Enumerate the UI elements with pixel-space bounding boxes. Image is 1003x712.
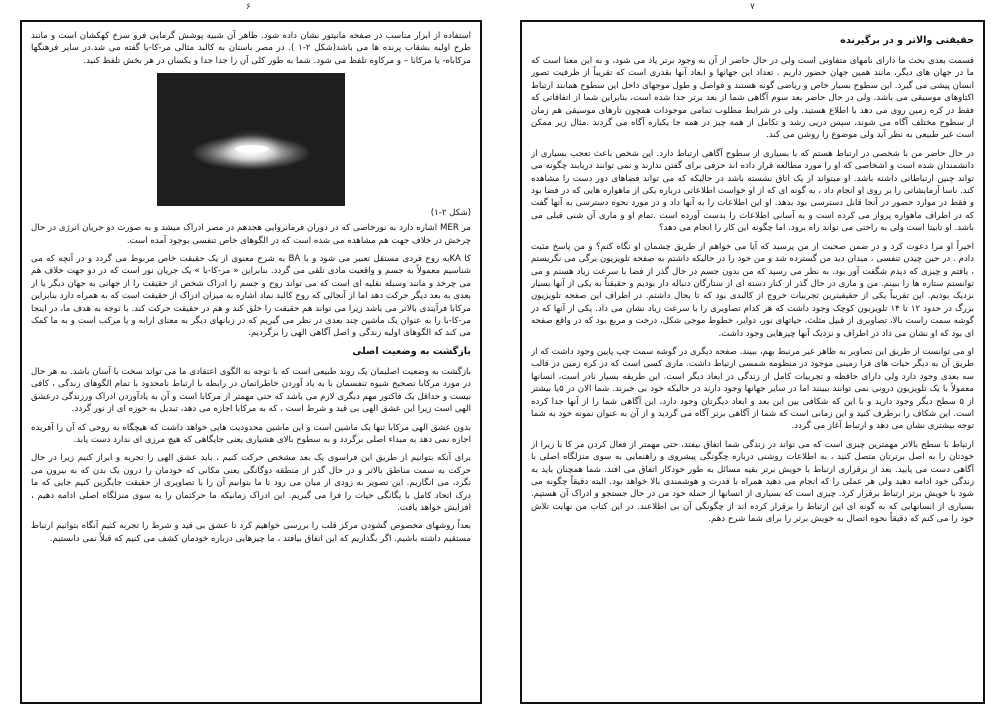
right-paragraph-3: اخیراً او مرا دعوت کرد و در ضمن صحبت از من پرسید که آیا می خواهم از طریق چشمان او نگاه کنم؟ و من پاسخ مثبت دادم . در حین چیدن تنفسی ، میدان دید من گسترده شد و من خود را در حالیکه داشتم به صفحه تلویزیون برگی می نگریستم ، یافتم و چیزی که دیدم شگفت آور بود. به نظر می رسید که من بدون جسم در حال گذر از فضا با سرعت زیاد هستم و می توانستم ستاره ها را ببینم. من و ماری در حال گذر از کنار دسته ای از ستارگان دنباله دار بودیم و حقیقتاً به یکی از آنها بسیار نزدیک بودیم. این تقریباً یکی از حقیقیترین تجربیات خروج از کالبدی بود که تا بحال داشتم. در اطراف این صفحه تلویزیون بزرگ در حدود ۱۲ تا ۱۴ تلویزیون کوچک وجود داشت که هر کدام تصاویری را با سرعت زیاد نشان می داد. یکی از آنها که در گوشه سمت راست بالا، تصاویری از قبیل مثلث، حیاتهای نور، دوایر، خطوط موجی شکل، درخت و مربع بود که در واقع صفحه ای بود که او نشان می داد در اطراف و نزدیک آنها چیزهایی وجود داشت. [531,241,974,339]
left-page-content [31,30,471,696]
left-paragraph-3: کا KAبه روح فردی مستقل تعبیر می شود و با BA به شرح معنوی از یک حقیقت خاص مربوط می گردد و در آنچه که می شناسیم معمولاً به جسم و واقعیت مادی تلقی می گردد. بنابراین « مر-کا-با » یک جریان نور است که در دو جهت خلاف هم می چرخد و مانند وسیله نقلیه ای است که می تواند روح و جسم را ادراک شخص از حقیقت را از جهانی به جهان دیگر یا از بعدی به بعد دیگر حرکت دهد اما از آنجائی که روح کالبد نماد اشاره به میزان ادراک از حقیقت است که به همراه دارد بنابراین مرکابا فرآیندی بالاتر می باشد زیرا می تواند هم حقیقت را خلق کند و هم در حقیقت حرکت کند. با توجه به هدف ما، در اینجا مر-کا-با را به عنوان یک ماشین چند بعدی در نظر می گیریم که در زبانهای دیگر به معنای ارابه و یا مرکب است و به ما کمک می کند که الگوهای اولیه زندگی و اصل آگاهی الهی را برگردیم. [31,254,471,339]
left-paragraph-5: بدون عشق الهی مرکابا تنها یک ماشین است و این ماشین محدودیت هایی خواهد داشت که هیچگاه به روحی که آن را آفریده اجازه نمی دهد به مبداء اصلی برگردد و به سطوح بالای هشیاری یعنی جایگاهی که هیچ مرزی ای ندارد دست یابد. [31,422,471,445]
figure-caption: (شکل ۲-۱) [430,208,471,219]
right-page [520,20,985,704]
left-paragraph-4: بازگشت به وضعیت اصلیمان یک روند طبیعی است که با توجه به الگوی اعتقادی ما می تواند سخت یا آسان باشد. به هر حال در مورد مرکابا تصحیح شیوه تنفسمان با به یاد آوردن خاطراتمان در رابطه با ارتباط نامحدود با تمام الگوهای زندگی ، کافی نیست و حداقل یک فاکتور مهم دیگری لازم می باشد که حتی مهمتر از مرکابا است و آن به یادآوردن ادراک ورزندگی درعشق الهی است زیرا این عشق الهی بی قید و شرط است ، که به مرکابا اجازه می دهد، تبدیل به حوزه ای از نور گردد. [31,366,471,415]
right-paragraph-4: او می توانست از طریق این تصاویر به ظاهر غیر مرتبط بهم، ببیند. صفحه دیگری در گوشه سمت چپ پایین وجود داشت که از طریق آن به دیگر حیات های فرا زمینی موجود در منظومه شمسی ارتباط داشت. ماری کسی است که در کره زمین در قالب سه بعدی وجود دارد ولی دارای حافظه و تجربیات کامل از زندگی در ابعاد دیگر است. این طریقه بسیار نادر است، انسانها معمولاً با یک تلویزیون درونی نمی توانند ببینند اما در سایر جهانها وجود دارند در حالیکه خود بی خبرند. شما الان در ۵یا بیشتر از ۵ سطح دیگر وجود دارید و با این که شکافی بین این بعد و ابعاد دیگرتان وجود دارد، این آگاهی شما را از آنها جدا کرده است. این شکاف را برطرف کنید و این زمانی است که شما از آگاهی برتر آگاه می گردید و از آن به عنوان نمونه خود به شما توجه بیشتری نشان می دهد و ارتباط آغاز می گردد. [531,346,974,432]
right-section-heading: حقیقتی والاتر و در برگیرنده [840,35,974,46]
left-page [20,20,482,704]
left-paragraph-2: مر MER اشاره دارد به نورخاصی که در دوران فرمانروایی هجدهم در مصر ادراک میشد و به صورت دو جریان انرژی در حال چرخش در خلاف جهت هم مشاهده می شده است که در الگوهای خاص تنفسی بوجود آمده است. [31,223,471,246]
right-paragraph-2: در حال حاضر من با شخصی در ارتباط هستم که با بسیاری از سطوح آگاهی ارتباط دارد. این شخص باعث تعجب بسیاری از دانشمندان شده است و اشخاصی که او را مورد مطالعه قرار داده اند حرفی برای گفتن ندارند و نمی توانند دریابند چگونه می تواند چنین ارتباطاتی داشته باشد. او میتواند از یک اتاق نشسته باشد در حالیکه که می تواند فضاهای دور دست را مشاهده کند. ناسا آزمایشاتی را بر روی او انجام داد ، به گونه ای که از او خواست اطلاعاتی درباره یکی از ماهواره هایی که در فضا بود و فقط در موارد حضور در آنجا قابل دسترسی بود بدهد. او این اطلاعات را به آنها داد و در مورد نحوه دسترسی به آنها گفت که در اطراف ماهواره پرواز می کرده است و به آسانی اطلاعات را بدست آورده است .تمام او و ماری آن شنی قبلی می باشد. او تابیتا است ولی به راحتی می تواند راه برود. اما چگونه این کار را انجام می دهد؟ [531,148,974,234]
figure-light-core [235,145,269,153]
right-paragraph-5: ارتباط با سطح بالاتر مهمترین چیزی است که می تواند در زندگی شما اتفاق بیفتد، حتی مهمتر از فعال کردن مر کا با زیرا از خودتان را به اصل برترتان متصل کنید ، به اطلاعات روشنی درباره چگونگی پیشروی و راهنمایی به سوی منزلگاه اصلی با آگاهی دست می یابید. بعد از برقراری ارتباط با خویش برتر بقیه مسائل به طور خودکار اتفاق می افتد. شما همچنان باید به زندگی خود ادامه دهید ولی هر عملی را که انجام می دهید همراه با قدرت و هوشمندی بالا خواهد بود. البته دقیقاً چگونه می شود با خویش برتر ارتباط برقرار کرد. چیزی است که بسیاری از انسانها از حمله خود من در حال جستجو و ادراک آن هستیم. بسیاری از انسانهایی که به گونه ای این ارتباط را برقرار کرده اند از چگونگی آن بی اطلاعند. در این کتاب من نهایت تلاش خود را می کنم که دقیقاً نحوه اتصال به خویش برتر را برای شما شرح دهم. [531,439,974,525]
right-page-content [531,30,974,696]
left-paragraph-7: بعداً روشهای مخصوص گشودن مرکز قلب را بررسی خواهیم کرد تا عشق بی قید و شرط را تجربه کنیم آنگاه بتوانیم ارتباط مستقیم داشته باشیم. اگر بگذاریم که این اتفاق بیافتد ، ما چیزهایی درباره خودمان کشف می کنیم که قبلاً نمی دانستیم. [31,521,471,544]
left-paragraph-6: برای آنکه بتوانیم از طریق این فراسوی یک بعد مشخص حرکت کنیم ، باید عشق الهی را تجربه و ابراز کنیم زیرا در حال حرکت به سمت مناطق بالاتر و در حال گذر از منطقه دوگانگی یعنی مکانی که خودمان را درون یک بدن که به بیرون می نگرد، می انگاریم. این تصویر به زودی از میان می رود تا ما بتوانیم آن را با تصاویری از حقیقت جایگزین کنیم جایی که ما درک اتحاد کامل با یگانگی حیات را فرا می گیریم. این ادراک زمانیکه ما حرکتمان را به سوی منزلگاه اصلی ادامه دهیم ، افزایش خواهد یافت. [31,453,471,513]
merkaba-figure-image [157,73,345,206]
right-paragraph-1: قسمت بعدی بحث ما دارای نامهای متفاوتی است ولی در حال حاضر از آن به وجود برتر یاد می شود، و به این معنا است که ما در جهان های دیگر، مانند همین جهان حضور داریم . تعداد این جهانها و ابعاد آنها بقدری است که تقریباً از ظرفیت تصور انسان پیشی می گیرد. این سطوح بسیار خاص و ریاضی گونه هستند و فواصل و طول موجهای داخل این سطوح همانند ارتباط اکتاوهای موسیقی می باشد. ولی در حال حاضر بعد سوم آگاهی شما از بعد برتر جدا شده است، بنابراین شما از اتفاقاتی که فقط در کره زمین روی می دهد با اطلاع هستید. ولی در شرایط مطلوب تمامی موجودات همچون تارهای موسیقی هم زمان از سطوح مختلف آگاه می شوند، سپس دریی رشد و تکامل از همه چیز در همه جا یکباره آگاه می گردند .مثال زیر ممکن است غیر طبیعی به نظر آید ولی موضوع را روشن می کند. [531,56,974,141]
left-section-heading: بازگشت به وضعیت اصلی [352,345,471,357]
right-page-number: ۷ [750,2,755,12]
left-paragraph-1: استفاده از ابزار مناسب در صفحه مانیتور نشان داده شود. ظاهر آن شبیه پوشش گرمایی فرو سرخ کهکشان است و مانند طرح اولیه بشقاب پرنده ها می باشد(شکل ۲-۱ ). در مصر باستان به کالبد مثالی مر-کا-با گفته می شد.در سایر فرهنگها مرکاباه- یا مرکابا – و مرکاوه تلفظ می شود. شما به طور کلی آن را جدا جدا و یکسان در هر بخش تلفظ کنید. [31,31,471,66]
left-page-number: ۶ [246,2,251,12]
